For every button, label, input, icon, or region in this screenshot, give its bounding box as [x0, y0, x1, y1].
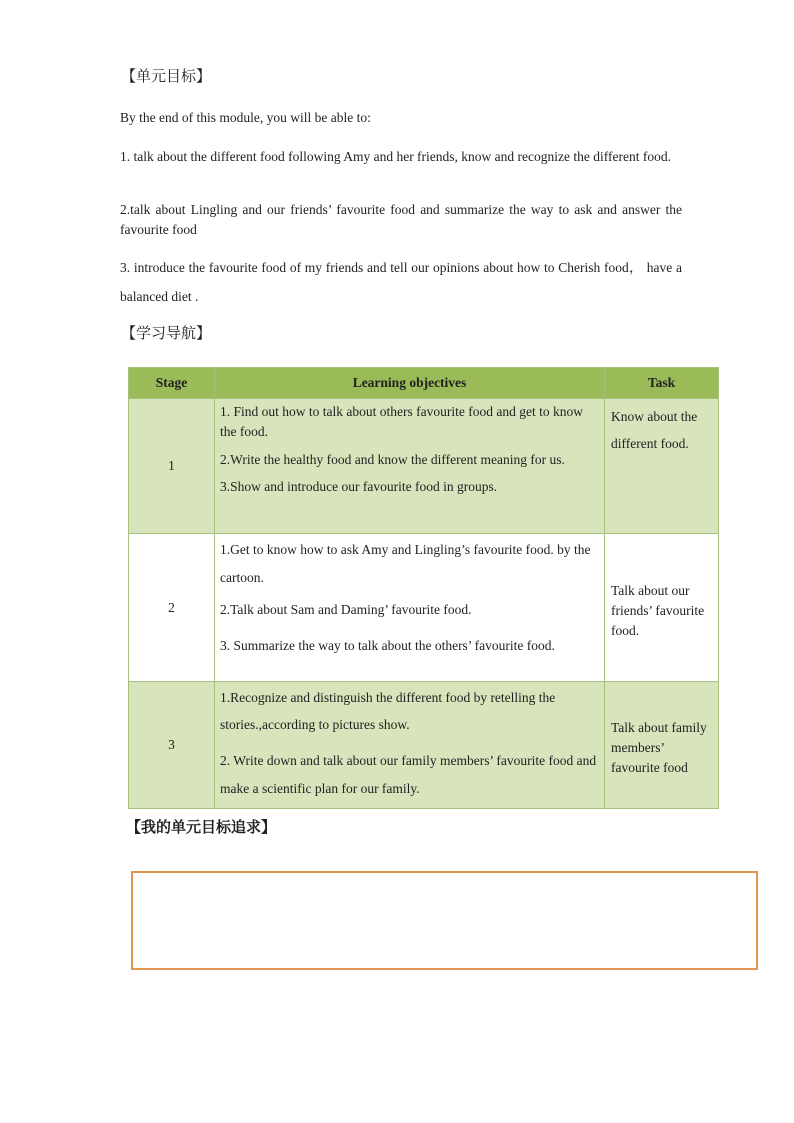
task-cell: Talk about our friends’ favourite food.	[605, 534, 719, 682]
objective-text: 1. Find out how to talk about others favourite food and get to know the food.	[220, 404, 583, 439]
objective-text: 2. Write down and talk about our family members’ favourite food and make a scientific plan for our family.	[220, 753, 597, 796]
objective-text: 1.Get to know how to ask Amy and Lingling’s favourite food. by the cartoon.	[220, 542, 591, 585]
task-cell: Talk about family members’ favourite food	[605, 682, 719, 809]
objective-text: 1.Recognize and distinguish the different food by retelling the stories.,according to pictures show.	[220, 690, 556, 732]
column-header-objectives: Learning objectives	[215, 368, 605, 399]
table-row	[129, 399, 719, 534]
unit-goal-item-3: 3. introduce the favourite food of my friends and tell our opinions about how to Cherish food， have a balanced diet .	[120, 260, 682, 304]
objectives-cell	[215, 682, 605, 809]
stage-cell: 1	[129, 399, 215, 534]
unit-goals-heading: 【单元目标】	[121, 67, 212, 85]
objective-text: 2.Talk about Sam and Daming’ favourite food.	[220, 602, 472, 617]
my-goals-heading: 【我的单元目标追求】	[126, 818, 277, 836]
study-nav-table	[128, 367, 719, 809]
objectives-cell	[215, 399, 605, 534]
unit-goal-item-1: 1. talk about the different food following Amy and her friends, know and recognize the different food.	[120, 149, 671, 164]
stage-cell: 3	[129, 682, 215, 809]
objectives-cell	[215, 534, 605, 682]
unit-goals-intro: By the end of this module, you will be able to:	[120, 110, 371, 125]
stage-cell: 2	[129, 534, 215, 682]
my-goals-box[interactable]	[131, 871, 758, 970]
table-row	[129, 534, 719, 682]
task-cell: Know about the different food.	[605, 399, 719, 534]
objective-text: 3. Summarize the way to talk about the others’ favourite food.	[220, 638, 555, 653]
unit-goal-item-2: 2.talk about Lingling and our friends’ favourite food and summarize the way to ask and answer the favourite food	[120, 202, 682, 237]
table-row	[129, 682, 719, 809]
column-header-task: Task	[605, 368, 719, 399]
study-nav-heading: 【学习导航】	[121, 324, 212, 342]
table-header-row	[129, 368, 719, 399]
column-header-stage: Stage	[129, 368, 215, 399]
objective-text: 2.Write the healthy food and know the different meaning for us.	[220, 452, 565, 467]
objective-text: 3.Show and introduce our favourite food in groups.	[220, 479, 498, 494]
